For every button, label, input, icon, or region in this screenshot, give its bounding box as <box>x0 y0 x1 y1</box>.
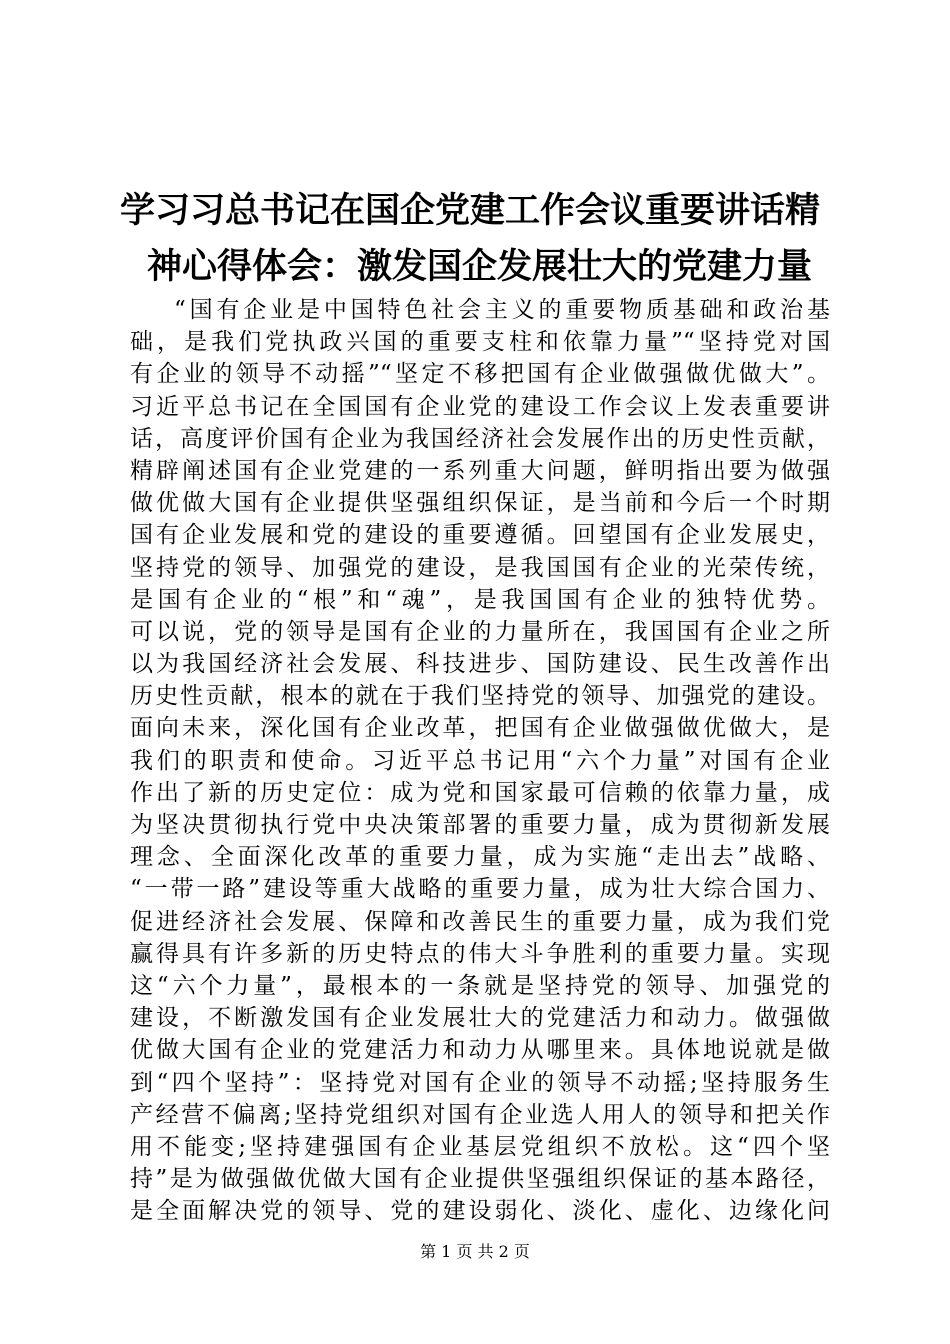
body-line: 是全面解决党的领导、党的建设弱化、淡化、虚化、边缘化问 <box>130 1198 830 1225</box>
page-footer: 第 1 页 共 2 页 <box>420 1242 530 1261</box>
body-line: 习近平总书记在全国国有企业党的建设工作会议上发表重要讲 <box>130 393 830 420</box>
body-line: 面向未来，深化国有企业改革，把国有企业做强做优做大，是 <box>130 715 830 742</box>
body-line: 这“六个力量”，最根本的一条就是坚持党的领导、加强党的 <box>130 972 830 999</box>
body-line: 做优做大国有企业提供坚强组织保证，是当前和今后一个时期 <box>130 490 830 517</box>
body-line: 赢得具有许多新的历史特点的伟大斗争胜利的重要力量。实现 <box>130 940 830 967</box>
body-line: 作出了新的历史定位：成为党和国家最可信赖的依靠力量，成 <box>130 779 830 806</box>
body-line: 我们的职责和使命。习近平总书记用“六个力量”对国有企业 <box>130 747 830 774</box>
body-line: 促进经济社会发展、保障和改善民生的重要力量，成为我们党 <box>130 908 830 935</box>
body-line: 可以说，党的领导是国有企业的力量所在，我国国有企业之所 <box>130 618 830 645</box>
body-line: 础，是我们党执政兴国的重要支柱和依靠力量”“坚持党对国 <box>130 329 830 356</box>
body-line: 有企业的领导不动摇”“坚定不移把国有企业做强做优做大”。 <box>130 361 830 388</box>
body-line: 产经营不偏离;坚持党组织对国有企业选人用人的领导和把关作 <box>130 1101 830 1128</box>
body-line: 坚持党的领导、加强党的建设，是我国国有企业的光荣传统， <box>130 554 830 581</box>
body-line: 历史性贡献，根本的就在于我们坚持党的领导、加强党的建设。 <box>130 683 830 710</box>
body-line: 精辟阐述国有企业党建的一系列重大问题，鲜明指出要为做强 <box>130 457 830 484</box>
body-line: “一带一路”建设等重大战略的重要力量，成为壮大综合国力、 <box>130 876 830 903</box>
document-title-line-1: 学习习总书记在国企党建工作会议重要讲话精 <box>120 191 821 231</box>
body-line: 话，高度评价国有企业为我国经济社会发展作出的历史性贡献， <box>130 425 830 452</box>
body-line: 理念、全面深化改革的重要力量，成为实施“走出去”战略、 <box>130 844 830 871</box>
body-line: 为坚决贯彻执行党中央决策部署的重要力量，成为贯彻新发展 <box>130 812 830 838</box>
body-line: 用不能变;坚持建强国有企业基层党组织不放松。这“四个坚 <box>130 1133 830 1160</box>
document-body <box>130 294 830 1227</box>
body-line: 持”是为做强做优做大国有企业提供坚强组织保证的基本路径， <box>130 1166 830 1193</box>
document-title-line-2: 神心得体会：激发国企发展壮大的党建力量 <box>147 247 813 287</box>
body-line: 优做大国有企业的党建活力和动力从哪里来。具体地说就是做 <box>130 1037 830 1064</box>
body-line: 以为我国经济社会发展、科技进步、国防建设、民生改善作出 <box>130 651 830 678</box>
body-line: 是国有企业的“根”和“魂”，是我国国有企业的独特优势。 <box>130 586 830 613</box>
body-line: 建设，不断激发国有企业发展壮大的党建活力和动力。做强做 <box>130 1005 830 1032</box>
body-line: 国有企业发展和党的建设的重要遵循。回望国有企业发展史， <box>130 522 830 549</box>
body-line: 到“四个坚持”：坚持党对国有企业的领导不动摇;坚持服务生 <box>130 1069 830 1096</box>
body-line: “国有企业是中国特色社会主义的重要物质基础和政治基 <box>174 297 830 323</box>
